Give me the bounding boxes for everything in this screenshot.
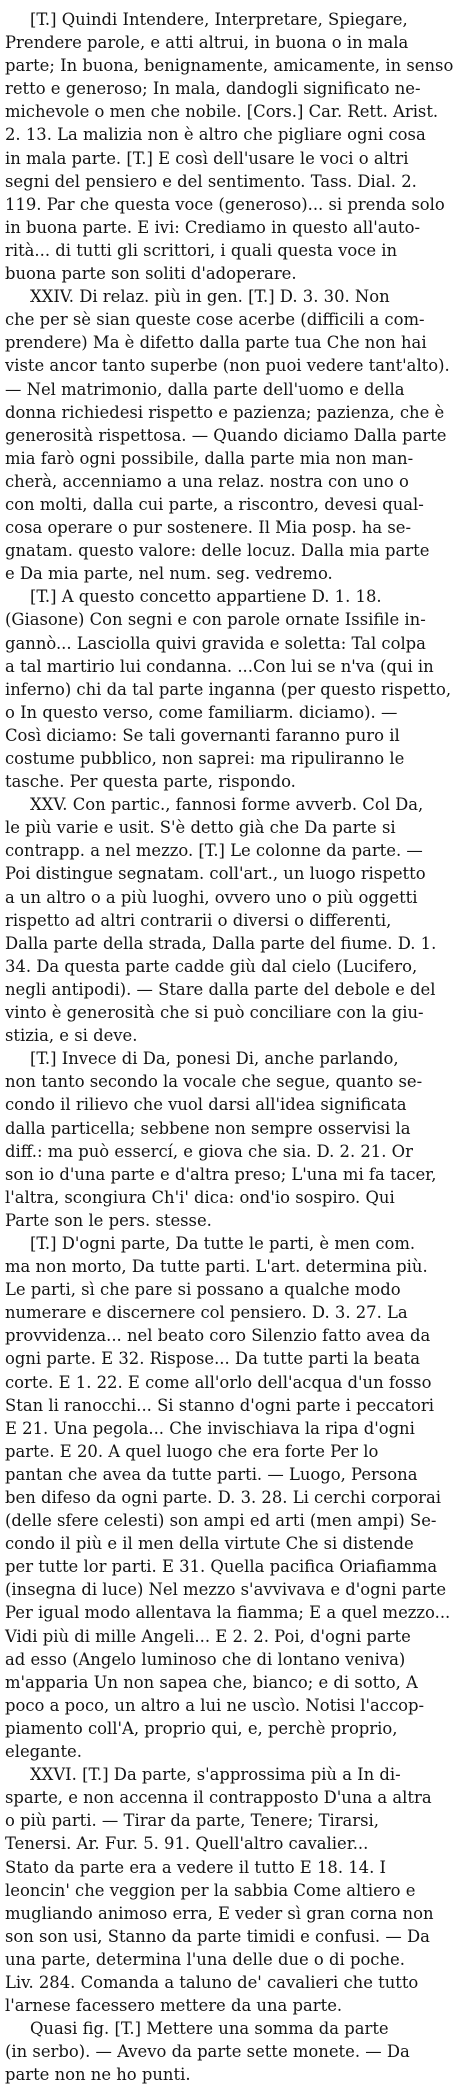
text-line: numerare e discernere col pensiero. D. 3. 27. La	[5, 1303, 408, 1323]
text-line: [T.] Quindi Intendere, Interpretare, Spiegare,	[30, 10, 408, 29]
text-line: leoncin' che veggion per la sabbia Come altiero e	[5, 1880, 416, 1900]
text-line: Prendere parole, e atti altrui, in buona o in mala	[5, 33, 409, 53]
text-line: [T.] A questo concetto appartiene D. 1. 18.	[30, 587, 382, 607]
text-line: XXV. Con partic., fannosi forme avverb. Col Da,	[30, 795, 424, 815]
text-line: diff.: ma può essercí, e giova che sia. D. 2. 21. Or	[5, 1141, 413, 1161]
text-line: condo il più e il men della virtute Che si distende	[5, 1534, 414, 1554]
text-line: ben difeso da ogni parte. D. 3. 28. Li cerchi corporai	[5, 1488, 442, 1507]
text-line: 2. 13. La malizia non è altro che pigliare ogni cosa	[5, 125, 426, 145]
text-line: rispetto ad altri contrarii o diversi o differenti,	[5, 910, 392, 930]
text-line: Stato da parte era a vedere il tutto E 18. 14. I	[5, 1857, 387, 1877]
text-line: ma non morto, Da tutte parti. L'art. determina più.	[5, 1257, 428, 1277]
text-line: Vidi più di mille Angeli... E 2. 2. Poi, d'ogni parte	[5, 1626, 411, 1646]
text-line: che per sè sian queste cose acerbe (difficili a com-	[5, 310, 425, 330]
text-line: Così diciamo: Se tali governanti faranno puro il	[5, 725, 400, 745]
text-line: contrapp. a nel mezzo. [T.] Le colonne da parte. —	[5, 841, 423, 861]
text-line: son io d'una parte e d'altra preso; L'una mi fa tacer,	[5, 1164, 437, 1184]
text-line: mia farò ogni possibile, dalla parte mia non man-	[5, 448, 414, 468]
text-line: (insegna di luce) Nel mezzo s'avvivava e d'ogni parte	[5, 1580, 447, 1600]
text-line: parte; In buona, benignamente, amicamente, in senso	[5, 56, 454, 76]
text-line: o più parti. — Tirar da parte, Tenere; Tirarsi,	[5, 1811, 379, 1831]
text-line: elegante.	[5, 1742, 82, 1762]
text-line: Poi distingue segnatam. coll'art., un luogo rispetto	[5, 864, 426, 884]
text-line: tasche. Per questa parte, rispondo.	[5, 772, 296, 792]
text-line: — Nel matrimonio, dalla parte dell'uomo e della	[5, 379, 405, 399]
text-line: Stan li ranocchi... Si stanno d'ogni parte i peccatori	[5, 1395, 434, 1415]
text-line: provvidenza... nel beato coro Silenzio fatto avea da	[5, 1326, 431, 1346]
text-line: Tenersi. Ar. Fur. 5. 91. Quell'altro cavalier...	[5, 1834, 369, 1854]
text-line: segni del pensiero e del sentimento. Tass. Dial. 2.	[5, 171, 417, 191]
text-line: donna richiedesi rispetto e pazienza; pazienza, che è	[5, 402, 445, 422]
text-line: XXIV. Di relaz. più in gen. [T.] D. 3. 30. Non	[30, 287, 390, 307]
text-line: a tal martirio lui condanna. ...Con lui se n'va (qui in	[5, 656, 434, 676]
text-line: buona parte son soliti d'adoperare.	[5, 264, 297, 284]
text-line: costume pubblico, non saprei: ma ripuliranno le	[5, 749, 405, 768]
text-line: Liv. 284. Comanda a taluno de' cavalieri che tutto	[5, 1972, 419, 1992]
text-line: 34. Da questa parte cadde giù dal cielo (Lucifero,	[5, 956, 418, 976]
text-line: vinto è generosità che si può conciliare con la giu-	[5, 1003, 424, 1023]
text-line: ogni parte. E 32. Rispose... Da tutte parti la beata	[5, 1349, 420, 1369]
text-line: m'apparia Un non sapea che, bianco; e di sotto, A	[5, 1672, 418, 1692]
text-line: gnatam. questo valore: delle locuz. Dalla mia parte	[5, 541, 430, 561]
text-line: e Da mia parte, nel num. seg. vedremo.	[5, 564, 333, 584]
text-line: stizia, e si deve.	[5, 1026, 138, 1046]
text-line: in buona parte. E ivi: Crediamo in questo all'auto-	[5, 217, 421, 237]
text-line: per tutte lor parti. E 31. Quella pacifica Oriafiamma	[5, 1557, 438, 1577]
text-line: in mala parte. [T.] E così dell'usare le voci o altri	[5, 148, 409, 168]
text-line: inferno) chi da tal parte inganna (per questo rispetto,	[5, 679, 452, 699]
text-line: l'arnese facessero mettere da una parte.	[5, 1996, 343, 2016]
text-line: negli antipodi). — Stare dalla parte del debole e del	[5, 979, 436, 999]
text-line: gannò... Lasciolla quivi gravida e soletta: Tal colpa	[5, 633, 426, 653]
text-line: (delle sfere celesti) son ampi ed arti (men ampi) Se-	[5, 1511, 437, 1531]
text-line: condo il rilievo che vuol darsi all'idea significata	[5, 1095, 407, 1115]
text-line: Quasi fig. [T.] Mettere una somma da parte	[30, 2019, 389, 2039]
text-line: son son usi, Stanno da parte timidi e confusi. — Da	[5, 1926, 430, 1946]
text-line: piamento coll'A, proprio qui, e, perchè proprio,	[5, 1718, 398, 1738]
text-line: michevole o men che nobile. [Cors.] Car. Rett. Arist.	[5, 102, 439, 122]
text-line: XXVI. [T.] Da parte, s'approssima più a In di-	[30, 1765, 401, 1785]
text-line: o In questo verso, come familiarm. diciamo). —	[5, 702, 398, 722]
text-line: dalla particella; sebbene non sempre osservisi la	[5, 1118, 411, 1138]
text-line: ad esso (Angelo luminoso che di lontano veniva)	[5, 1649, 406, 1669]
text-line: Per igual modo allentava la fiamma; E a quel mezzo...	[5, 1603, 451, 1623]
text-line: cherà, accenniamo a una relaz. nostra con uno o	[5, 471, 409, 491]
text-line: a un altro o a più luoghi, ovvero uno o più oggetti	[5, 887, 418, 907]
text-line: 119. Par che questa voce (generoso)... si prenda solo	[5, 194, 445, 214]
text-line: le più varie e usit. S'è detto già che Da parte si	[5, 818, 396, 838]
text-line: mugliando animoso erra, E veder sì gran corna non	[5, 1903, 434, 1923]
text-line: con molti, dalla cui parte, a riscontro, devesi qual-	[5, 494, 424, 514]
text-line: [T.] Invece di Da, ponesi Di, anche parlando,	[30, 1049, 399, 1069]
text-line: prendere) Ma è difetto dalla parte tua Che non hai	[5, 333, 427, 353]
text-line: retto e generoso; In mala, dandogli significato ne-	[5, 79, 421, 99]
text-line: (Giasone) Con segni e con parole ornate Issifile in-	[5, 610, 426, 630]
text-line: poco a poco, un altro a lui ne uscìo. Notisi l'accop-	[5, 1695, 425, 1715]
text-line: E 21. Una pegola... Che invischiava la ripa d'ogni	[5, 1418, 415, 1438]
text-line: l'altra, scongiura Ch'i' dica: ond'io sospiro. Qui	[5, 1187, 395, 1207]
text-line: parte non ne ho punti.	[5, 2065, 191, 2085]
text-line: [T.] D'ogni parte, Da tutte le parti, è men com.	[30, 1233, 416, 1253]
text-line: non tanto secondo la vocale che segue, quanto se-	[5, 1072, 423, 1092]
text-line: cosa operare o pur sostenere. Il Mia posp. ha se-	[5, 518, 412, 538]
text-line: Dalla parte della strada, Dalla parte del fiume. D. 1.	[5, 933, 437, 953]
text-line: sparte, e non accenna il contrapposto D'una a altra	[5, 1788, 432, 1808]
text-line: parte. E 20. A quel luogo che era forte Per lo	[5, 1441, 379, 1461]
text-line: rità... di tutti gli scrittori, i quali questa voce in	[5, 240, 398, 260]
text-line: pantan che avea da tutte parti. — Luogo, Persona	[5, 1464, 418, 1484]
text-line: una parte, determina l'una delle due o di poche.	[5, 1949, 405, 1969]
text-line: Parte son le pers. stesse.	[5, 1210, 212, 1230]
text-line: corte. E 1. 22. E come all'orlo dell'acqua d'un fosso	[5, 1372, 432, 1392]
text-line: Le parti, sì che pare si possano a qualche modo	[5, 1280, 401, 1300]
text-line: (in serbo). — Avevo da parte sette monete. — Da	[5, 2042, 410, 2062]
text-line: viste ancor tanto superbe (non puoi vedere tant'alto).	[5, 356, 450, 376]
text-line: generosità rispettosa. — Quando diciamo Dalla parte	[5, 425, 447, 445]
